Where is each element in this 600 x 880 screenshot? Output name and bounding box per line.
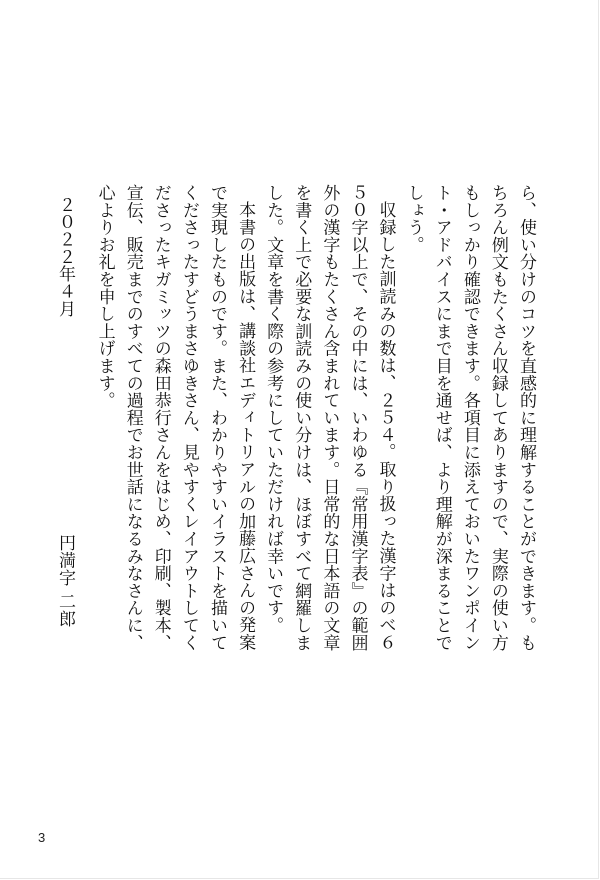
paragraph-3: 本書の出版は、講談社エディトリアルの加藤広さんの発案で実現したものです。また、わかりやすいイラストを描いてくださったすどうまさゆきさん、見やすくレイアウトしてくださったキガミッツの森田恭行さんをはじめ、印刷、製本、宣伝、販売までのすべての過程でお世話になるみなさんに、心よりお礼を申し上げます。 bbox=[94, 184, 256, 652]
author-name: 円満字 二郎 bbox=[55, 534, 75, 628]
publication-date: ２０２２年４月 bbox=[55, 196, 75, 318]
preface-body bbox=[91, 184, 541, 668]
paragraph-1: ら、使い分けのコツを直感的に理解することができます。もちろん例文もたくさん収録してありますので、実際の使い方もしっかり確認できます。各項目に添えておいたワンポイント・アドバイスにまで目を通せば、より理解が深まることでしょう。 bbox=[403, 184, 536, 652]
page-number: 3 bbox=[38, 830, 46, 845]
paragraph-2: 収録した訓読みの数は、２５４。取り扱った漢字はのべ６５０字以上で、その中には、いわゆる『常用漢字表』の範囲外の漢字もたくさん含まれています。日常的な日本語の文章を書く上で必要な訓読みの使い分けは、ほぼすべて網羅しました。文章を書く際の参考にしていただければ幸いです。 bbox=[263, 184, 396, 652]
